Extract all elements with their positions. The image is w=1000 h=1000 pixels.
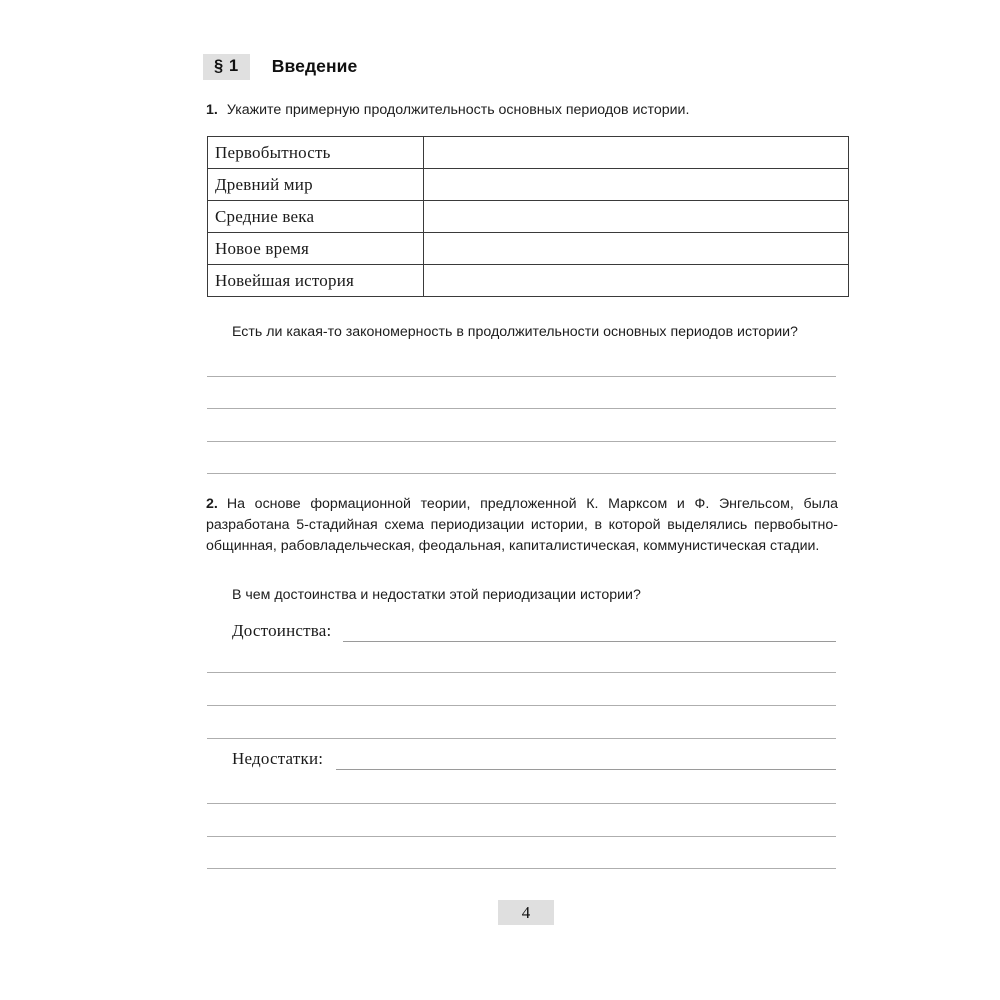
answer-line[interactable]	[207, 473, 836, 474]
question-1-text: Укажите примерную продолжительность основных периодов истории.	[226, 102, 690, 118]
answer-line[interactable]	[336, 769, 836, 770]
answer-line[interactable]	[343, 641, 836, 642]
table-cell-period-label: Первобытность	[208, 137, 424, 169]
answer-line[interactable]	[207, 868, 836, 869]
answer-line[interactable]	[207, 738, 836, 739]
subprompt-pattern-question: Есть ли какая-то закономерность в продолжительности основных периодов истории?	[232, 324, 798, 340]
answer-line[interactable]	[207, 705, 836, 706]
answer-line[interactable]	[207, 672, 836, 673]
table-cell-period-label: Новое время	[208, 233, 424, 265]
table-cell-answer[interactable]	[424, 201, 849, 233]
table-row	[208, 137, 849, 169]
table-row	[208, 169, 849, 201]
advantages-label: Достоинства:	[232, 621, 332, 640]
periods-table	[207, 136, 849, 297]
question-2-text: На основе формационной теории, предложенной К. Марксом и Ф. Энгельсом, была разработана 5-стадийная схема периодизации истории, в которой выделялись первобытно-общинная, рабовладельческая, феодальная, капиталистическая, коммунистическая стадии.	[206, 496, 838, 554]
question-1-number: 1.	[206, 102, 218, 118]
disadvantages-field[interactable]	[232, 748, 836, 770]
answer-line[interactable]	[207, 836, 836, 837]
table-cell-period-label: Новейшая история	[208, 265, 424, 297]
subprompt-merits-question: В чем достоинства и недостатки этой периодизации истории?	[232, 587, 641, 603]
table-cell-answer[interactable]	[424, 233, 849, 265]
page-title: Введение	[271, 56, 358, 77]
table-cell-answer[interactable]	[424, 137, 849, 169]
table-cell-answer[interactable]	[424, 169, 849, 201]
question-2	[206, 494, 838, 557]
table-cell-period-label: Средние века	[208, 201, 424, 233]
table-cell-period-label: Древний мир	[208, 169, 424, 201]
table-row	[208, 233, 849, 265]
disadvantages-label: Недостатки:	[232, 749, 324, 768]
answer-line[interactable]	[207, 803, 836, 804]
table-row	[208, 201, 849, 233]
answer-line[interactable]	[207, 376, 836, 377]
table-cell-answer[interactable]	[424, 265, 849, 297]
advantages-field[interactable]	[232, 620, 836, 642]
question-2-number: 2.	[206, 496, 218, 512]
answer-line[interactable]	[207, 441, 836, 442]
page-number: 4	[498, 900, 554, 925]
section-header	[203, 54, 357, 80]
answer-line[interactable]	[207, 408, 836, 409]
section-number-badge: § 1	[203, 54, 250, 80]
table-row	[208, 265, 849, 297]
question-1	[206, 100, 846, 121]
